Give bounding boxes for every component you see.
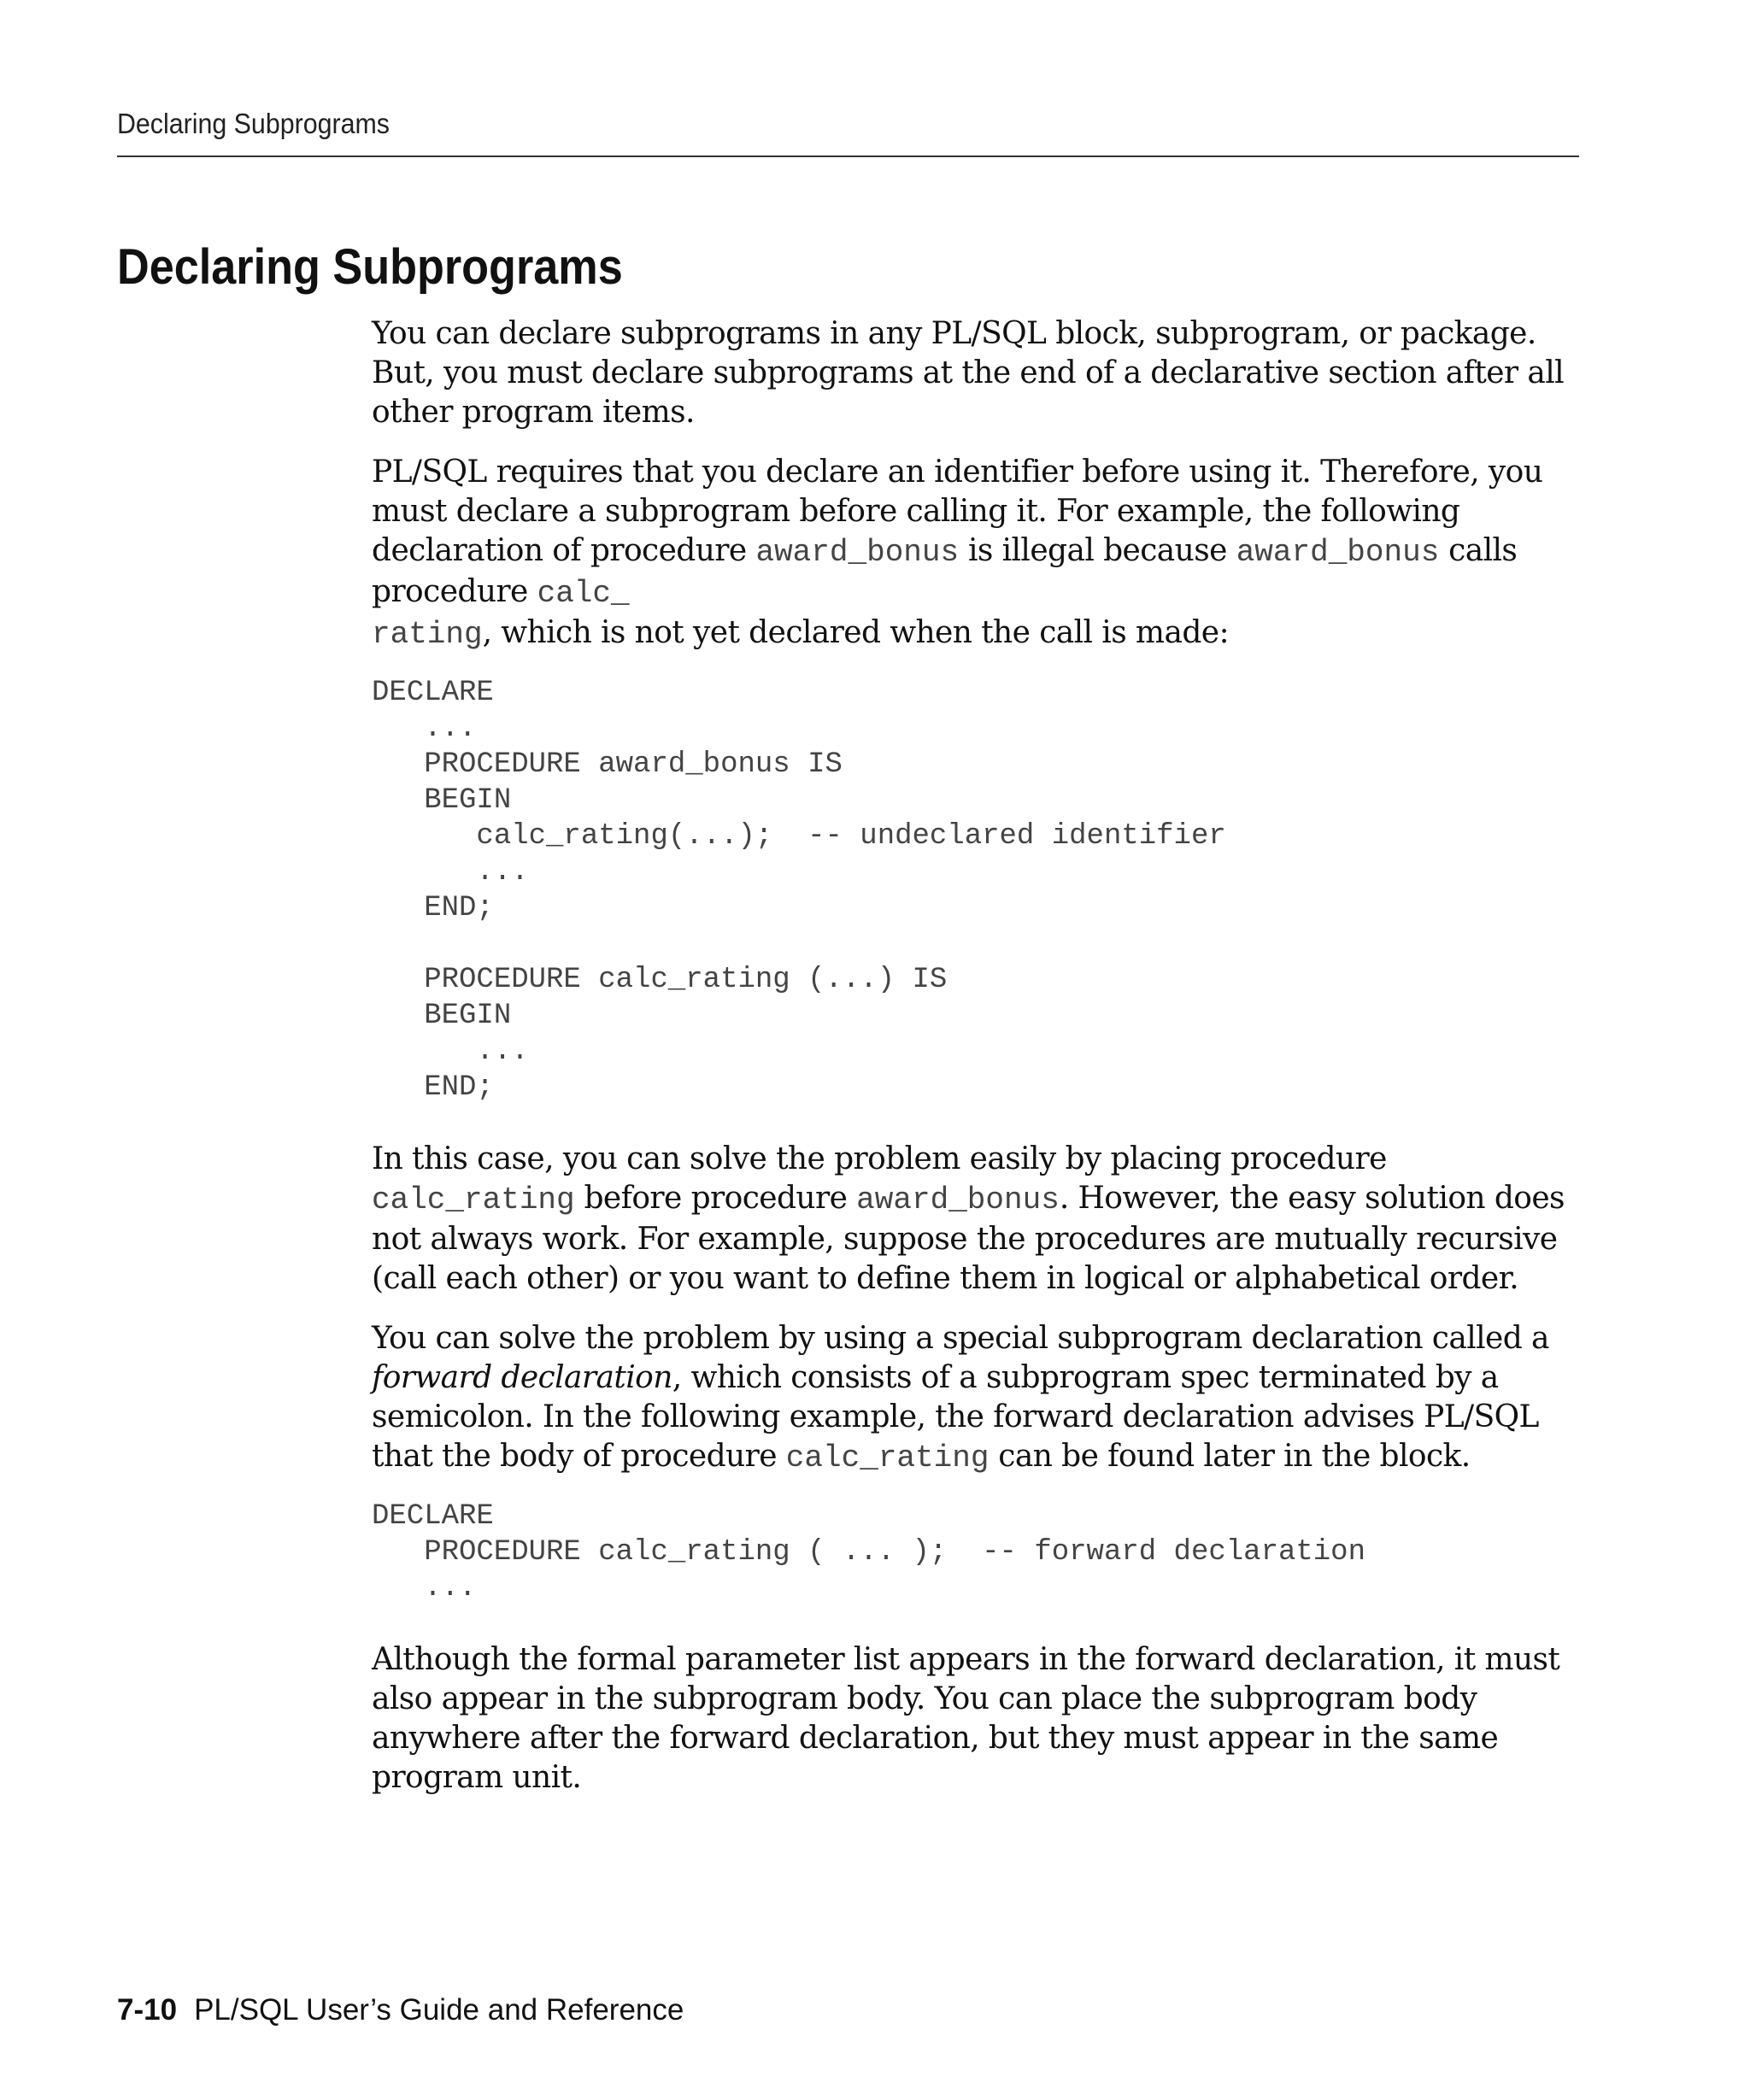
paragraph-text: calls procedure (372, 533, 1518, 609)
paragraph-text: PL/SQL requires that you declare an identifier before using it. Therefore, you must declare a subprogram before calling it. For example, the following declaration of procedure (372, 455, 1543, 568)
inline-code: award_bonus (856, 1182, 1060, 1217)
paragraph-text: is illegal because (959, 533, 1236, 568)
inline-code: calc_rating (785, 1440, 990, 1475)
book-title: PL/SQL User’s Guide and Reference (194, 1993, 684, 2027)
page-footer (117, 1995, 684, 2025)
paragraph-text: In this case, you can solve the problem easily by placing procedure (372, 1141, 1387, 1176)
paragraph-text: before procedure (574, 1181, 857, 1216)
code-example-undeclared: DECLARE ... PROCEDURE award_bonus IS BEGIN calc_rating(...); -- undeclared identifier ... END; PROCEDURE calc_rating (...) IS BEGIN ... END; (372, 677, 1226, 1104)
paragraph-easy-solution (372, 1140, 1585, 1299)
paragraph-text: can be found later in the block. (989, 1439, 1471, 1474)
section-title: Declaring Subprograms (117, 239, 623, 295)
page-number: 7-10 (117, 1993, 178, 2027)
running-header: Declaring Subprograms (117, 108, 390, 139)
paragraph-text: . However, the easy solution does not always work. For example, suppose the procedures are mutually recursive (call each other) or you want to define them in logical or alphabetical order. (372, 1181, 1565, 1296)
inline-code: award_bonus (1236, 535, 1440, 570)
section-body (372, 314, 1585, 1818)
header-rule (117, 155, 1579, 157)
inline-code: rating (372, 617, 483, 652)
paragraph-parameter-list: Although the formal parameter list appears in the forward declaration, it must also appear in the subprogram body. You can place the subprogram body anywhere after the forward declaration, but they must appear in the same program unit. (372, 1642, 1560, 1795)
inline-code: calc_ (537, 576, 630, 611)
inline-code: award_bonus (755, 535, 960, 570)
paragraph-text: , which consists of a subprogram spec terminated by a semicolon. In the following example, the forward declaration advises PL/SQL that the body of procedure (372, 1360, 1539, 1474)
paragraph-intro: You can declare subprograms in any PL/SQL block, subprogram, or package. But, you must declare subprograms at the end of a declarative section after all other program items. (372, 316, 1565, 430)
paragraph-forward-declaration (372, 1319, 1585, 1478)
paragraph-identifier-rule (372, 453, 1585, 654)
paragraph-text: You can solve the problem by using a special subprogram declaration called a (372, 1321, 1549, 1356)
code-example-forward: DECLARE PROCEDURE calc_rating ( ... ); -- forward declaration ... (372, 1500, 1365, 1604)
emphasis-term: forward declaration (372, 1360, 672, 1395)
paragraph-text: , which is not yet declared when the call is made: (482, 615, 1230, 650)
inline-code: calc_rating (372, 1182, 575, 1217)
